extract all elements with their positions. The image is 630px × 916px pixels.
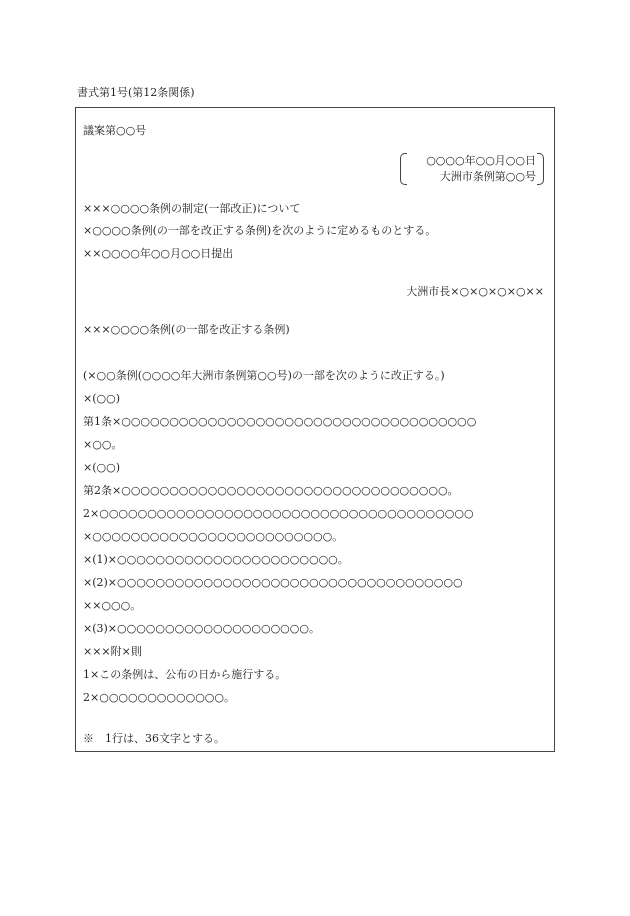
form-label: 書式第1号(第12条関係) [77, 86, 195, 99]
body-line: (×○○条例(○○○○年大洲市条例第○○号)の一部を次のように改正する。) [83, 369, 445, 382]
body-line: 第2条×○○○○○○○○○○○○○○○○○○○○○○○○○○○○○○○○○○。 [83, 484, 459, 497]
body-line: 第1条×○○○○○○○○○○○○○○○○○○○○○○○○○○○○○○○○○○○○○ [83, 415, 477, 428]
intro-line: ×××○○○○条例の制定(一部改正)について [83, 202, 301, 215]
body-line: ×××附×則 [83, 645, 142, 658]
right-bracket [537, 153, 544, 185]
left-bracket [400, 153, 407, 185]
body-line: ×(2)×○○○○○○○○○○○○○○○○○○○○○○○○○○○○○○○○○○○○ [83, 576, 463, 589]
bill-number: 議案第○○号 [83, 124, 147, 137]
body-line: ×(3)×○○○○○○○○○○○○○○○○○○○○。 [83, 622, 320, 635]
body-line: ×○○○○○○○○○○○○○○○○○○○○○○○○○。 [83, 530, 344, 543]
body-line: ××○○○。 [83, 599, 142, 612]
bracket-ordinance-number: 大洲市条例第○○号 [439, 170, 536, 183]
note-line: ※ 1行は、36文字とする。 [83, 732, 225, 745]
date-number-bracket [400, 152, 544, 185]
intro-line: ××○○○○年○○月○○日提出 [83, 247, 234, 260]
mayor-name: 大洲市長×○×○×○×○×× [406, 285, 544, 298]
bracket-date: ○○○○年○○月○○日 [426, 154, 536, 167]
body-line: ×(1)×○○○○○○○○○○○○○○○○○○○○○○○。 [83, 553, 349, 566]
intro-line: ×○○○○条例(の一部を改正する条例)を次のように定めるものとする。 [83, 224, 437, 237]
body-line: 2×○○○○○○○○○○○○○。 [83, 691, 235, 704]
body-line: 2×○○○○○○○○○○○○○○○○○○○○○○○○○○○○○○○○○○○○○○○ [83, 507, 474, 520]
document-box [75, 107, 555, 752]
body-line: ×(○○) [83, 461, 120, 474]
body-line: ×○○。 [83, 438, 123, 451]
ordinance-title: ×××○○○○条例(の一部を改正する条例) [83, 323, 290, 336]
body-line: 1×この条例は、公布の日から施行する。 [83, 668, 287, 681]
body-line: ×(○○) [83, 392, 120, 405]
